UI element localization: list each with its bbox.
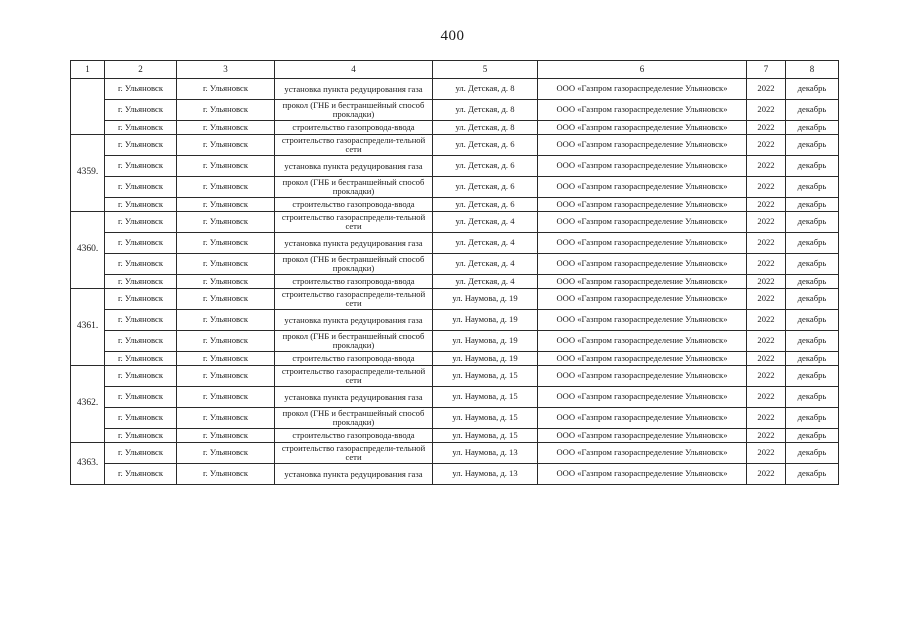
address-cell: ул. Наумова, д. 19: [433, 289, 538, 310]
organization-cell: ООО «Газпром газораспределение Ульяновск»: [538, 352, 747, 366]
settlement-cell: г. Ульяновск: [177, 212, 275, 233]
work-type-cell: установка пункта редуцирования газа: [275, 79, 433, 100]
address-cell: ул. Детская, д. 4: [433, 254, 538, 275]
district-cell: г. Ульяновск: [105, 310, 177, 331]
month-cell: декабрь: [786, 408, 839, 429]
table-row: [71, 387, 839, 408]
month-cell: декабрь: [786, 366, 839, 387]
district-cell: г. Ульяновск: [105, 331, 177, 352]
column-header: 7: [747, 61, 786, 79]
settlement-cell: г. Ульяновск: [177, 233, 275, 254]
table-row: [71, 352, 839, 366]
district-cell: г. Ульяновск: [105, 79, 177, 100]
register-body: [71, 79, 839, 485]
work-type-cell: строительство газопровода-ввода: [275, 198, 433, 212]
district-cell: г. Ульяновск: [105, 352, 177, 366]
organization-cell: ООО «Газпром газораспределение Ульяновск»: [538, 121, 747, 135]
address-cell: ул. Детская, д. 4: [433, 212, 538, 233]
district-cell: г. Ульяновск: [105, 212, 177, 233]
year-cell: 2022: [747, 387, 786, 408]
work-type-cell: строительство газораспредели-тельной сети: [275, 366, 433, 387]
organization-cell: ООО «Газпром газораспределение Ульяновск»: [538, 429, 747, 443]
organization-cell: ООО «Газпром газораспределение Ульяновск»: [538, 275, 747, 289]
year-cell: 2022: [747, 198, 786, 212]
address-cell: ул. Детская, д. 4: [433, 275, 538, 289]
organization-cell: ООО «Газпром газораспределение Ульяновск»: [538, 387, 747, 408]
address-cell: ул. Детская, д. 6: [433, 177, 538, 198]
address-cell: ул. Детская, д. 8: [433, 121, 538, 135]
month-cell: декабрь: [786, 387, 839, 408]
settlement-cell: г. Ульяновск: [177, 331, 275, 352]
month-cell: декабрь: [786, 156, 839, 177]
address-cell: ул. Наумова, д. 15: [433, 429, 538, 443]
district-cell: г. Ульяновск: [105, 408, 177, 429]
address-cell: ул. Наумова, д. 19: [433, 352, 538, 366]
year-cell: 2022: [747, 310, 786, 331]
month-cell: декабрь: [786, 464, 839, 485]
settlement-cell: г. Ульяновск: [177, 310, 275, 331]
settlement-cell: г. Ульяновск: [177, 429, 275, 443]
district-cell: г. Ульяновск: [105, 254, 177, 275]
work-type-cell: прокол (ГНБ и бестраншейный способ прокладки): [275, 331, 433, 352]
year-cell: 2022: [747, 289, 786, 310]
work-type-cell: прокол (ГНБ и бестраншейный способ прокладки): [275, 254, 433, 275]
column-header: 3: [177, 61, 275, 79]
organization-cell: ООО «Газпром газораспределение Ульяновск»: [538, 198, 747, 212]
table-row: [71, 100, 839, 121]
settlement-cell: г. Ульяновск: [177, 79, 275, 100]
year-cell: 2022: [747, 429, 786, 443]
entry-number-cell: 4360.: [71, 212, 105, 289]
table-row: [71, 443, 839, 464]
address-cell: ул. Наумова, д. 13: [433, 443, 538, 464]
month-cell: декабрь: [786, 443, 839, 464]
settlement-cell: г. Ульяновск: [177, 443, 275, 464]
month-cell: декабрь: [786, 310, 839, 331]
column-header: 6: [538, 61, 747, 79]
month-cell: декабрь: [786, 177, 839, 198]
page-number: 400: [440, 28, 465, 44]
month-cell: декабрь: [786, 135, 839, 156]
settlement-cell: г. Ульяновск: [177, 121, 275, 135]
district-cell: г. Ульяновск: [105, 289, 177, 310]
work-type-cell: строительство газопровода-ввода: [275, 429, 433, 443]
column-header: 8: [786, 61, 839, 79]
column-header: 5: [433, 61, 538, 79]
year-cell: 2022: [747, 254, 786, 275]
year-cell: 2022: [747, 156, 786, 177]
month-cell: декабрь: [786, 275, 839, 289]
table-row: [71, 254, 839, 275]
organization-cell: ООО «Газпром газораспределение Ульяновск»: [538, 233, 747, 254]
table-row: [71, 366, 839, 387]
year-cell: 2022: [747, 408, 786, 429]
work-type-cell: прокол (ГНБ и бестраншейный способ прокладки): [275, 177, 433, 198]
settlement-cell: г. Ульяновск: [177, 100, 275, 121]
address-cell: ул. Наумова, д. 19: [433, 310, 538, 331]
district-cell: г. Ульяновск: [105, 135, 177, 156]
district-cell: г. Ульяновск: [105, 429, 177, 443]
month-cell: декабрь: [786, 289, 839, 310]
organization-cell: ООО «Газпром газораспределение Ульяновск»: [538, 443, 747, 464]
year-cell: 2022: [747, 352, 786, 366]
register-table: [70, 60, 839, 485]
table-row: [71, 310, 839, 331]
month-cell: декабрь: [786, 198, 839, 212]
month-cell: декабрь: [786, 254, 839, 275]
entry-number-cell: 4359.: [71, 135, 105, 212]
work-type-cell: прокол (ГНБ и бестраншейный способ прокладки): [275, 408, 433, 429]
work-type-cell: установка пункта редуцирования газа: [275, 464, 433, 485]
year-cell: 2022: [747, 464, 786, 485]
district-cell: г. Ульяновск: [105, 156, 177, 177]
table-row: [71, 429, 839, 443]
address-cell: ул. Наумова, д. 15: [433, 408, 538, 429]
entry-number-cell: [71, 79, 105, 135]
table-row: [71, 408, 839, 429]
district-cell: г. Ульяновск: [105, 100, 177, 121]
column-header: 2: [105, 61, 177, 79]
settlement-cell: г. Ульяновск: [177, 177, 275, 198]
year-cell: 2022: [747, 177, 786, 198]
settlement-cell: г. Ульяновск: [177, 198, 275, 212]
month-cell: декабрь: [786, 331, 839, 352]
address-cell: ул. Детская, д. 8: [433, 79, 538, 100]
year-cell: 2022: [747, 135, 786, 156]
year-cell: 2022: [747, 100, 786, 121]
table-row: [71, 156, 839, 177]
year-cell: 2022: [747, 121, 786, 135]
district-cell: г. Ульяновск: [105, 198, 177, 212]
table-row: [71, 331, 839, 352]
column-header: 4: [275, 61, 433, 79]
month-cell: декабрь: [786, 429, 839, 443]
address-cell: ул. Детская, д. 6: [433, 156, 538, 177]
month-cell: декабрь: [786, 352, 839, 366]
address-cell: ул. Наумова, д. 15: [433, 366, 538, 387]
work-type-cell: установка пункта редуцирования газа: [275, 233, 433, 254]
settlement-cell: г. Ульяновск: [177, 135, 275, 156]
year-cell: 2022: [747, 233, 786, 254]
entry-number-cell: 4362.: [71, 366, 105, 443]
organization-cell: ООО «Газпром газораспределение Ульяновск»: [538, 135, 747, 156]
organization-cell: ООО «Газпром газораспределение Ульяновск»: [538, 254, 747, 275]
column-header: 1: [71, 61, 105, 79]
address-cell: ул. Детская, д. 4: [433, 233, 538, 254]
settlement-cell: г. Ульяновск: [177, 352, 275, 366]
organization-cell: ООО «Газпром газораспределение Ульяновск»: [538, 310, 747, 331]
district-cell: г. Ульяновск: [105, 464, 177, 485]
district-cell: г. Ульяновск: [105, 177, 177, 198]
table-row: [71, 233, 839, 254]
settlement-cell: г. Ульяновск: [177, 289, 275, 310]
table-row: [71, 121, 839, 135]
organization-cell: ООО «Газпром газораспределение Ульяновск»: [538, 212, 747, 233]
district-cell: г. Ульяновск: [105, 121, 177, 135]
table-row: [71, 198, 839, 212]
address-cell: ул. Наумова, д. 19: [433, 331, 538, 352]
organization-cell: ООО «Газпром газораспределение Ульяновск»: [538, 177, 747, 198]
work-type-cell: строительство газопровода-ввода: [275, 275, 433, 289]
district-cell: г. Ульяновск: [105, 233, 177, 254]
month-cell: декабрь: [786, 233, 839, 254]
district-cell: г. Ульяновск: [105, 275, 177, 289]
district-cell: г. Ульяновск: [105, 387, 177, 408]
year-cell: 2022: [747, 212, 786, 233]
year-cell: 2022: [747, 443, 786, 464]
month-cell: декабрь: [786, 100, 839, 121]
table-row: [71, 79, 839, 100]
table-row: [71, 289, 839, 310]
organization-cell: ООО «Газпром газораспределение Ульяновск»: [538, 331, 747, 352]
entry-number-cell: 4361.: [71, 289, 105, 366]
work-type-cell: строительство газопровода-ввода: [275, 121, 433, 135]
organization-cell: ООО «Газпром газораспределение Ульяновск»: [538, 289, 747, 310]
address-cell: ул. Наумова, д. 13: [433, 464, 538, 485]
year-cell: 2022: [747, 366, 786, 387]
district-cell: г. Ульяновск: [105, 366, 177, 387]
work-type-cell: строительство газопровода-ввода: [275, 352, 433, 366]
entry-number-cell: 4363.: [71, 443, 105, 485]
organization-cell: ООО «Газпром газораспределение Ульяновск»: [538, 100, 747, 121]
table-row: [71, 177, 839, 198]
organization-cell: ООО «Газпром газораспределение Ульяновск»: [538, 156, 747, 177]
year-cell: 2022: [747, 79, 786, 100]
settlement-cell: г. Ульяновск: [177, 366, 275, 387]
work-type-cell: строительство газораспредели-тельной сети: [275, 135, 433, 156]
month-cell: декабрь: [786, 79, 839, 100]
address-cell: ул. Детская, д. 6: [433, 198, 538, 212]
settlement-cell: г. Ульяновск: [177, 275, 275, 289]
table-row: [71, 135, 839, 156]
work-type-cell: прокол (ГНБ и бестраншейный способ прокладки): [275, 100, 433, 121]
settlement-cell: г. Ульяновск: [177, 408, 275, 429]
organization-cell: ООО «Газпром газораспределение Ульяновск»: [538, 366, 747, 387]
district-cell: г. Ульяновск: [105, 443, 177, 464]
column-number-row: [71, 61, 839, 79]
settlement-cell: г. Ульяновск: [177, 464, 275, 485]
address-cell: ул. Детская, д. 6: [433, 135, 538, 156]
settlement-cell: г. Ульяновск: [177, 254, 275, 275]
year-cell: 2022: [747, 331, 786, 352]
address-cell: ул. Детская, д. 8: [433, 100, 538, 121]
table-row: [71, 275, 839, 289]
table-row: [71, 464, 839, 485]
organization-cell: ООО «Газпром газораспределение Ульяновск»: [538, 464, 747, 485]
organization-cell: ООО «Газпром газораспределение Ульяновск»: [538, 79, 747, 100]
work-type-cell: строительство газораспредели-тельной сети: [275, 443, 433, 464]
month-cell: декабрь: [786, 121, 839, 135]
organization-cell: ООО «Газпром газораспределение Ульяновск»: [538, 408, 747, 429]
work-type-cell: установка пункта редуцирования газа: [275, 310, 433, 331]
address-cell: ул. Наумова, д. 15: [433, 387, 538, 408]
table-row: [71, 212, 839, 233]
work-type-cell: установка пункта редуцирования газа: [275, 156, 433, 177]
settlement-cell: г. Ульяновск: [177, 156, 275, 177]
work-type-cell: строительство газораспредели-тельной сети: [275, 289, 433, 310]
year-cell: 2022: [747, 275, 786, 289]
month-cell: декабрь: [786, 212, 839, 233]
work-type-cell: установка пункта редуцирования газа: [275, 387, 433, 408]
work-type-cell: строительство газораспредели-тельной сети: [275, 212, 433, 233]
settlement-cell: г. Ульяновск: [177, 387, 275, 408]
